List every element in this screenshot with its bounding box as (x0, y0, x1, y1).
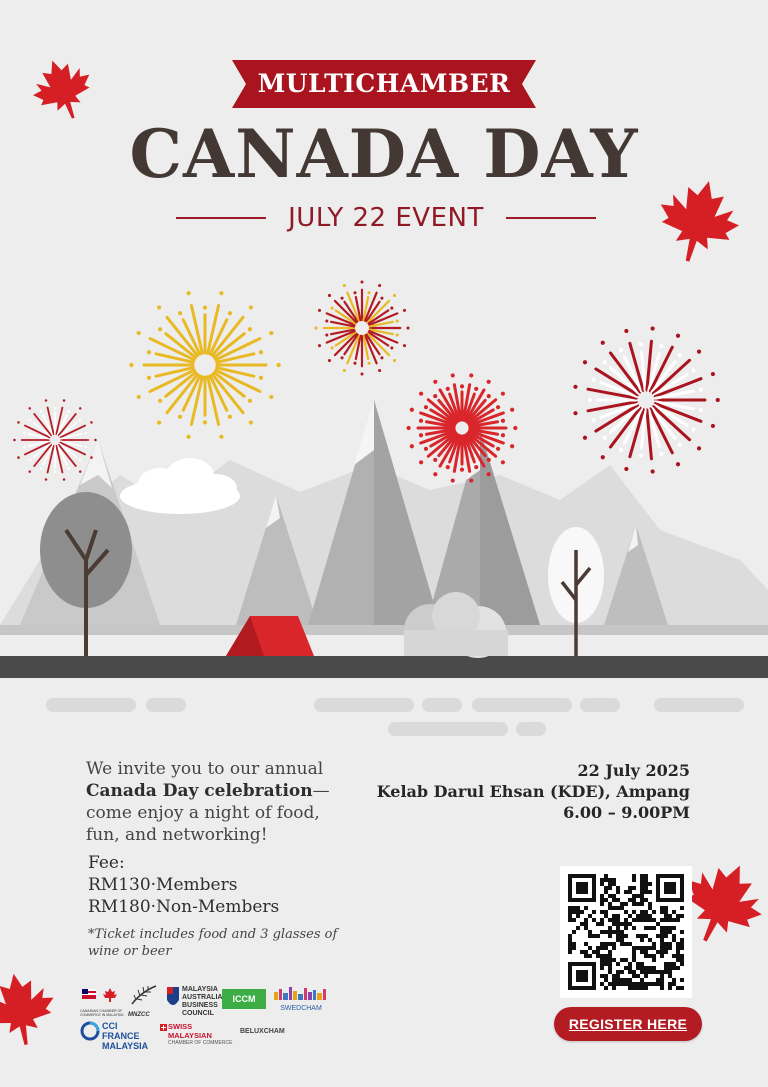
event-venue: Kelab Darul Ehsan (KDE), Ampang (376, 782, 690, 801)
ribbon-label: MULTICHAMBER (257, 69, 511, 98)
maple-leaf-icon (0, 968, 60, 1052)
invite-text (86, 758, 356, 846)
swiss-cross-icon (160, 1024, 167, 1031)
mabc-line: AUSTRALIA (182, 994, 223, 1001)
mabc-shield-icon (166, 986, 180, 1010)
ticket-note: *Ticket includes food and 3 glasses of wine or beer (88, 927, 338, 959)
mabc-line: MALAYSIA (182, 986, 218, 993)
cccm-flags-icon (80, 986, 124, 1004)
invite-line: We invite you to our annual (86, 759, 324, 779)
invite-dash: — (312, 781, 330, 801)
firework-burst (314, 280, 409, 375)
fee-label: Fee: (88, 853, 125, 873)
divider-left (176, 217, 266, 219)
registration-qr-code[interactable] (560, 866, 692, 998)
invite-line: come enjoy a night of food, (86, 803, 320, 823)
divider-right (506, 217, 596, 219)
cci-france-logo (80, 1020, 156, 1051)
fee-block (88, 852, 358, 918)
event-date: 22 July 2025 (577, 761, 690, 780)
page-title: CANADA DAY (129, 115, 639, 193)
invite-highlight: Canada Day celebration (86, 781, 313, 801)
swedcham-logo-text: SWEDCHAM (280, 1005, 322, 1012)
firework-burst (13, 399, 96, 480)
cci-line: MALAYSIA (102, 1041, 149, 1051)
beluxcham-logo-text: BELUXCHAM (240, 1028, 285, 1035)
ground-strip (0, 625, 768, 635)
tree (548, 527, 604, 656)
iccm-logo: ICCM (222, 989, 266, 1009)
invite-line (86, 780, 356, 802)
swiss-line: SWISS MALAYSIAN (168, 1022, 212, 1040)
swedcham-logo (272, 986, 330, 1012)
mabc-line: BUSINESS (182, 1002, 218, 1009)
decorative-dashes (0, 690, 768, 742)
swiss-logo-text (168, 1022, 234, 1046)
skyline-icon (272, 986, 330, 1000)
firework-burst (407, 373, 518, 482)
cci-circle-icon (80, 1021, 100, 1041)
register-button[interactable]: REGISTER HERE (554, 1007, 702, 1041)
cccm-logo (80, 986, 124, 1017)
firework-burst (129, 291, 280, 439)
cccm-logo-text: CANADIAN CHAMBER OF COMMERCE IN MALAYSIA (80, 1009, 124, 1017)
road (0, 656, 768, 678)
subtitle-row (176, 198, 596, 238)
fee-members: RM130·Members (88, 875, 238, 895)
fern-icon (128, 984, 158, 1006)
swiss-malaysian-logo (160, 1022, 234, 1046)
mountain-fireworks-illustration (0, 260, 768, 750)
mabc-logo-text (182, 986, 222, 1018)
mnzcc-logo-text: MNZCC (128, 1012, 150, 1018)
swiss-line: CHAMBER OF COMMERCE (168, 1040, 233, 1046)
cci-line: CCI FRANCE (102, 1021, 140, 1041)
cci-logo-text (102, 1021, 156, 1051)
fee-non-members: RM180·Non-Members (88, 897, 280, 917)
mabc-logo (166, 986, 223, 1017)
event-subtitle: JULY 22 EVENT (288, 203, 484, 233)
mabc-line: COUNCIL (182, 1010, 214, 1017)
invite-line: fun, and networking! (86, 825, 268, 845)
beluxcham-logo (240, 1023, 296, 1041)
event-time: 6.00 – 9.00PM (563, 803, 690, 822)
firework-burst (573, 326, 719, 473)
mnzcc-logo (128, 984, 160, 1018)
event-details (360, 760, 690, 823)
